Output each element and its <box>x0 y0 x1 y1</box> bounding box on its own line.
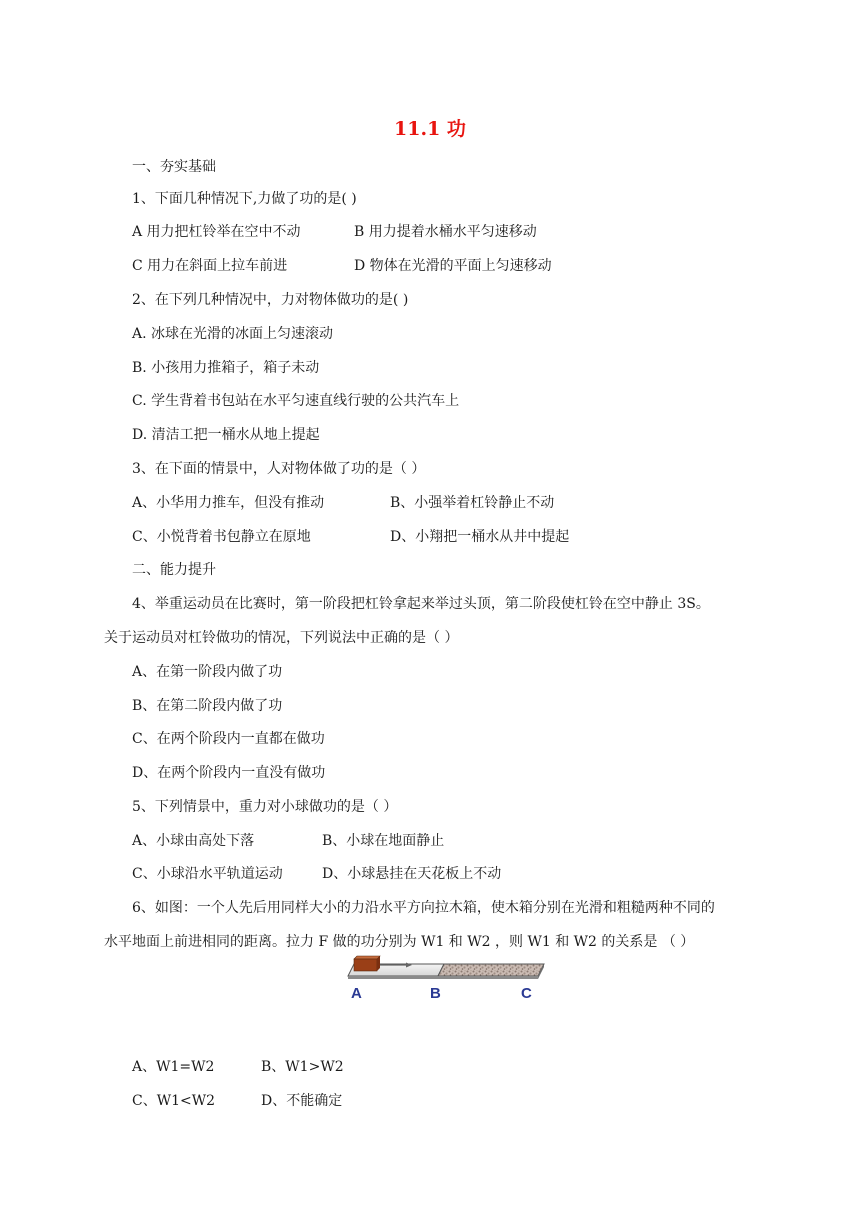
question-3-option-c: C、小悦背着书包静立在原地 <box>132 529 311 545</box>
question-2-option-b: B. 小孩用力推箱子，箱子未动 <box>132 360 320 376</box>
question-1-option-c: C 用力在斜面上拉车前进 <box>132 258 288 274</box>
question-3-options-row-2 <box>132 527 570 547</box>
question-6-option-b: B、W1>W2 <box>261 1059 344 1075</box>
question-1-stem: 1、下面几种情况下,力做了功的是( ) <box>132 191 357 207</box>
question-3-option-d: D、小翔把一桶水从井中提起 <box>390 529 570 545</box>
surface-front-edge <box>348 976 538 979</box>
question-1-options-row-2 <box>132 256 552 276</box>
question-4-stem-line-1: 4、举重运动员在比赛时，第一阶段把杠铃拿起来举过头顶，第二阶段使杠铃在空中静止 3S。 <box>132 596 710 612</box>
question-1-option-a: A 用力把杠铃举在空中不动 <box>132 224 301 240</box>
section-heading-advanced: 二、能力提升 <box>132 562 216 578</box>
question-2-option-c: C. 学生背着书包站在水平匀速直线行驶的公共汽车上 <box>132 393 460 409</box>
figure-label-b: B <box>430 985 441 1002</box>
question-6-stem-line-1: 6、如图：一个人先后用同样大小的力沿水平方向拉木箱，使木箱分别在光滑和粗糙两种不同的 <box>132 900 715 916</box>
question-3-option-a: A、小华用力推车，但没有推动 <box>132 495 325 511</box>
question-3-options-row-1 <box>132 493 555 513</box>
question-6-options-row-2 <box>132 1091 343 1111</box>
question-5-option-b: B、小球在地面静止 <box>322 833 445 849</box>
question-4-option-d: D、在两个阶段内一直没有做功 <box>132 765 326 781</box>
question-5-option-d: D、小球悬挂在天花板上不动 <box>322 866 502 882</box>
question-4-option-a: A、在第一阶段内做了功 <box>132 664 283 680</box>
question-5-stem: 5、下列情景中，重力对小球做功的是（ ） <box>132 799 398 815</box>
section-heading-basics: 一、夯实基础 <box>132 159 216 175</box>
question-1-option-b: B 用力提着水桶水平匀速移动 <box>354 224 537 240</box>
question-5-option-a: A、小球由高处下落 <box>132 833 255 849</box>
question-2-option-d: D. 清洁工把一桶水从地上提起 <box>132 427 320 443</box>
wooden-box-front <box>354 959 377 971</box>
question-6-option-a: A、W1=W2 <box>132 1059 215 1075</box>
question-6-option-d: D、不能确定 <box>261 1093 343 1109</box>
question-6-stem-line-2: 水平地面上前进相同的距离。拉力 F 做的功分别为 W1 和 W2 ，则 W1 和 W2 的关系是 （ ） <box>104 934 695 950</box>
question-2-option-a: A. 冰球在光滑的冰面上匀速滚动 <box>132 326 334 342</box>
question-5-option-c: C、小球沿水平轨道运动 <box>132 866 283 882</box>
question-4-option-b: B、在第二阶段内做了功 <box>132 698 283 714</box>
rough-surface <box>438 964 544 976</box>
question-4-option-c: C、在两个阶段内一直都在做功 <box>132 731 325 747</box>
question-4-stem-line-2: 关于运动员对杠铃做功的情况，下列说法中正确的是（ ） <box>104 630 459 646</box>
wooden-box-top <box>354 956 380 959</box>
page-title: 11.1 功 <box>394 118 466 140</box>
question-1-option-d: D 物体在光滑的平面上匀速移动 <box>354 258 552 274</box>
question-2-stem: 2、在下列几种情况中，力对物体做功的是( ) <box>132 292 409 308</box>
question-5-options-row-2 <box>132 864 502 884</box>
question-6-option-c: C、W1<W2 <box>132 1093 216 1109</box>
box-on-surface-figure <box>340 952 560 1012</box>
figure-label-c: C <box>521 985 532 1002</box>
question-3-stem: 3、在下面的情景中，人对物体做了功的是（ ） <box>132 461 426 477</box>
question-3-option-b: B、小强举着杠铃静止不动 <box>390 495 555 511</box>
question-5-options-row-1 <box>132 831 445 851</box>
question-1-options-row-1 <box>132 222 537 242</box>
question-6-options-row-1 <box>132 1057 344 1077</box>
figure-label-a: A <box>351 985 362 1002</box>
